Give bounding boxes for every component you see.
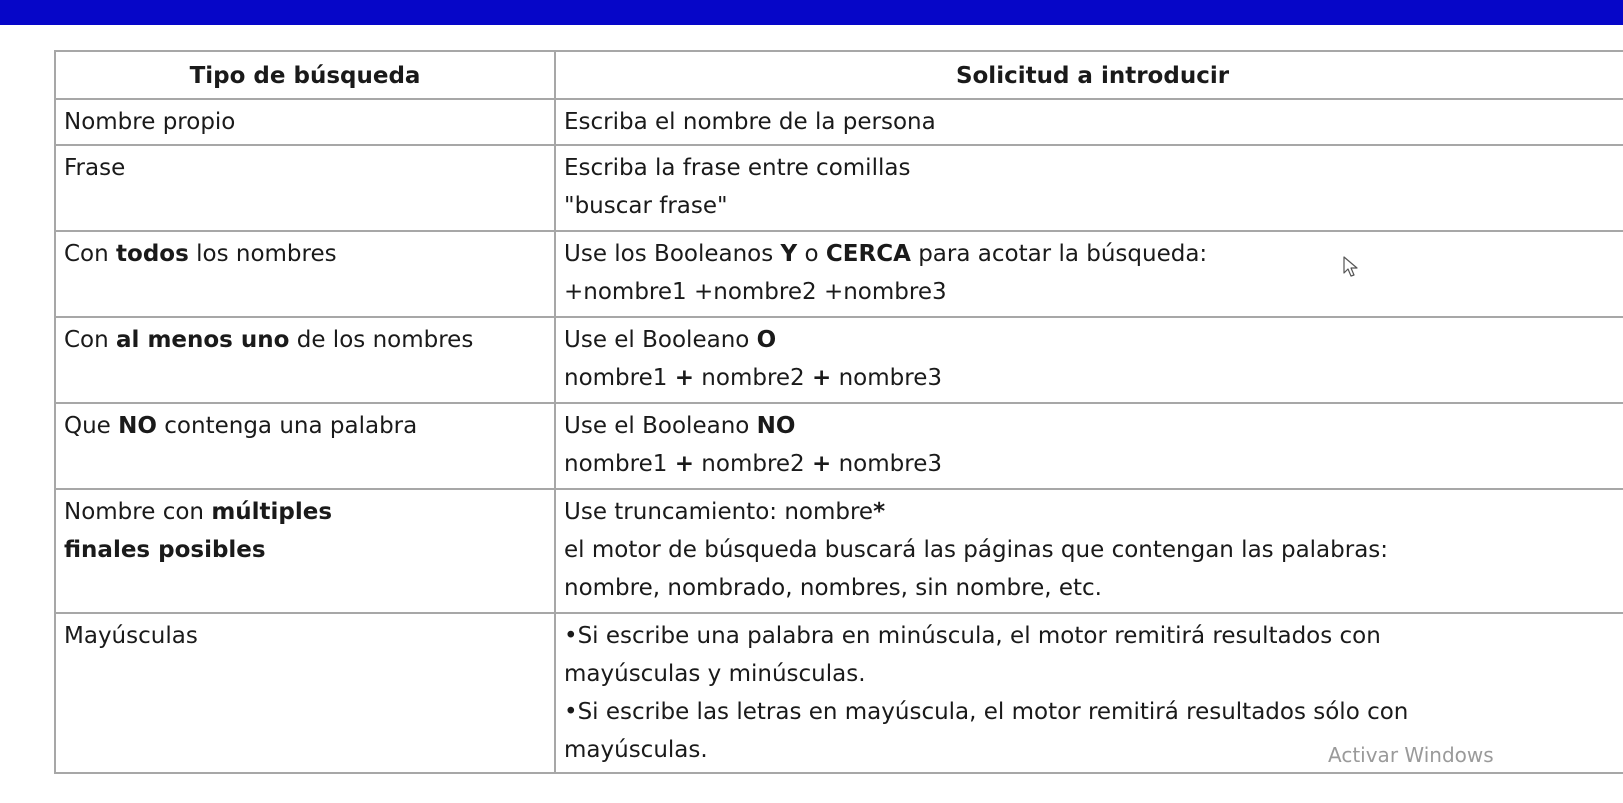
top-title-bar	[0, 0, 1623, 25]
bold-text-segment: múltiples	[211, 499, 333, 525]
bold-text-segment: NO	[756, 413, 796, 439]
request-line	[564, 617, 1621, 655]
table-row	[55, 403, 1623, 489]
cell-search-type	[55, 403, 555, 489]
table-body	[55, 99, 1623, 773]
request-line	[564, 445, 1621, 483]
text-segment: para acotar la búsqueda:	[910, 241, 1208, 267]
text-segment: o	[797, 241, 826, 267]
search-types-table	[54, 50, 1623, 774]
header-search-type: Tipo de búsqueda	[55, 51, 555, 99]
bold-text-segment: al menos uno	[116, 327, 290, 353]
text-segment: Use truncamiento: nombre	[564, 499, 874, 525]
cell-request	[555, 403, 1623, 489]
cell-request	[555, 317, 1623, 403]
table-row	[55, 99, 1623, 145]
text-segment: nombre2	[693, 451, 812, 477]
text-segment: •Si escribe las letras en mayúscula, el motor remitirá resultados sólo con	[564, 699, 1409, 725]
bold-text-segment: O	[756, 327, 777, 353]
bold-text-segment: +	[674, 365, 694, 391]
request-line	[564, 407, 1621, 445]
bold-text-segment: todos	[116, 241, 189, 267]
text-segment: Con	[64, 241, 117, 267]
request-line	[564, 493, 1621, 531]
bold-text-segment: +	[674, 451, 694, 477]
request-line	[564, 103, 1621, 141]
cell-search-type	[55, 489, 555, 613]
bold-text-segment: NO	[118, 413, 157, 439]
cell-search-type	[55, 231, 555, 317]
mouse-pointer-icon	[1343, 256, 1359, 278]
cell-request	[555, 489, 1623, 613]
activate-windows-watermark: Activar Windows	[1328, 743, 1494, 767]
bold-text-segment: +	[812, 365, 832, 391]
text-segment: Frase	[64, 155, 126, 181]
cell-search-type	[55, 317, 555, 403]
text-segment: nombre, nombrado, nombres, sin nombre, etc.	[564, 575, 1102, 601]
table-row	[55, 145, 1623, 231]
bold-text-segment: Y	[780, 241, 798, 267]
cell-search-type	[55, 99, 555, 145]
text-segment: "buscar frase"	[564, 193, 728, 219]
request-line	[564, 321, 1621, 359]
text-segment: Mayúsculas	[64, 623, 198, 649]
table-row	[55, 231, 1623, 317]
text-segment: Nombre propio	[64, 109, 236, 135]
text-segment: Use el Booleano	[564, 413, 757, 439]
request-line	[564, 273, 1621, 311]
request-line	[564, 359, 1621, 397]
text-segment: de los nombres	[289, 327, 474, 353]
text-segment: mayúsculas.	[564, 737, 708, 763]
text-segment: •Si escribe una palabra en minúscula, el motor remitirá resultados con	[564, 623, 1381, 649]
text-segment: nombre2	[693, 365, 812, 391]
text-segment: Con	[64, 327, 117, 353]
text-segment: mayúsculas y minúsculas.	[564, 661, 866, 687]
bold-text-segment: finales posibles	[64, 537, 266, 563]
text-segment: nombre3	[831, 365, 942, 391]
request-line	[564, 187, 1621, 225]
request-line	[564, 655, 1621, 693]
text-segment: nombre3	[831, 451, 942, 477]
request-line	[564, 531, 1621, 569]
text-segment: Use los Booleanos	[564, 241, 781, 267]
table-header-row	[55, 51, 1623, 99]
text-segment: nombre1	[564, 365, 675, 391]
text-segment: Nombre con	[64, 499, 212, 525]
cell-request	[555, 99, 1623, 145]
text-segment: nombre1	[564, 451, 675, 477]
cell-search-type	[55, 145, 555, 231]
header-request: Solicitud a introducir	[555, 51, 1623, 99]
text-segment: Escriba el nombre de la persona	[564, 109, 936, 135]
text-segment: Que	[64, 413, 119, 439]
text-segment: los nombres	[188, 241, 337, 267]
request-line	[564, 235, 1621, 273]
text-segment: contenga una palabra	[156, 413, 418, 439]
cell-request	[555, 145, 1623, 231]
cell-request	[555, 231, 1623, 317]
text-segment: Use el Booleano	[564, 327, 757, 353]
bold-text-segment: *	[873, 499, 886, 525]
bold-text-segment: +	[812, 451, 832, 477]
text-segment: el motor de búsqueda buscará las páginas que contengan las palabras:	[564, 537, 1389, 563]
request-line	[564, 693, 1621, 731]
cell-search-type	[55, 613, 555, 773]
table-row	[55, 317, 1623, 403]
request-line	[564, 149, 1621, 187]
search-types-table-container	[54, 50, 1623, 774]
bold-text-segment: CERCA	[825, 241, 911, 267]
text-segment: +nombre1 +nombre2 +nombre3	[564, 279, 947, 305]
table-row	[55, 489, 1623, 613]
text-segment: Escriba la frase entre comillas	[564, 155, 911, 181]
request-line	[564, 569, 1621, 607]
